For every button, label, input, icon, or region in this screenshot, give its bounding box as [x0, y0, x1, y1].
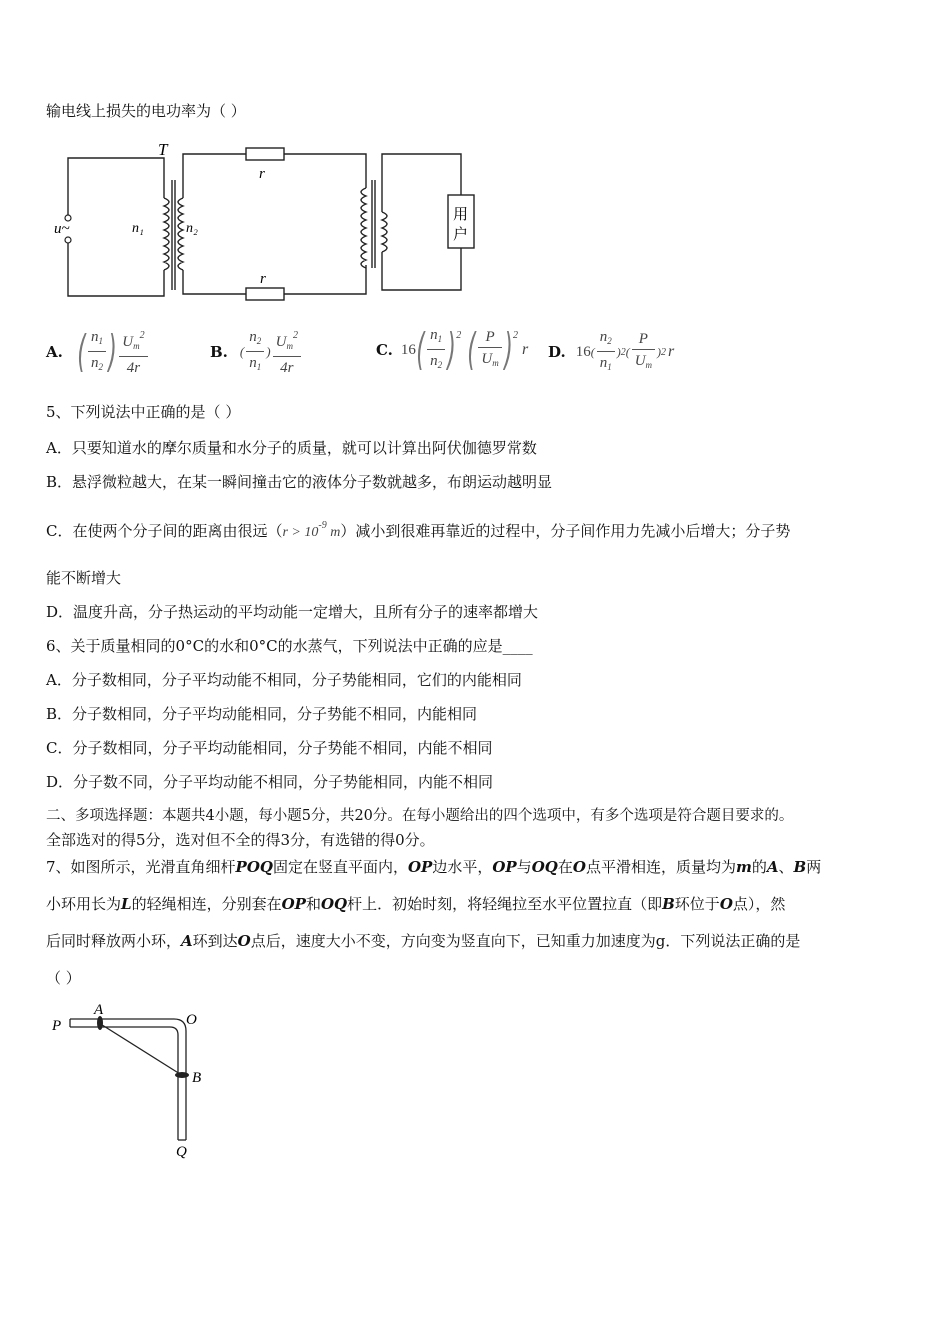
option-b-label: B. [210, 343, 228, 361]
option-a-label: A. [46, 343, 63, 361]
label-P: P [52, 1018, 62, 1034]
q7-line4: （ ） [46, 969, 81, 987]
q7-line2: 小环用长为L的轻绳相连，分别套在OP和OQ杆上．初始时刻，将轻绳拉至水平位置拉直（即B环位于O点），然 [46, 895, 786, 913]
label-Q: Q [176, 1144, 187, 1160]
transformer-circuit-diagram [46, 140, 476, 305]
q5-option-d[interactable]: D．温度升高，分子热运动的平均动能一定增大，且所有分子的速率都增大 [46, 603, 539, 621]
q6-option-d[interactable]: D．分子数不同，分子平均动能不相同，分子势能相同，内能不相同 [46, 773, 494, 791]
q6-stem: 6、关于质量相同的0°C的水和0°C的水蒸气，下列说法中正确的应是____ [46, 637, 533, 655]
label-load-1: 用 [453, 207, 469, 223]
label-r-bottom: r [260, 271, 266, 287]
q6-option-a[interactable]: A．分子数相同，分子平均动能不相同，分子势能相同，它们的内能相同 [46, 671, 522, 689]
q4-option-a[interactable]: A. ( $\frac{n_1}{n_2}$ ) $\frac{U_m^2}{4r}$ [46, 322, 150, 382]
q4-option-c[interactable]: C. 16 ( $\frac{n_1}{n_2}$ ) 2 ( $\frac{P}{U_m}$ ) 2 r [376, 324, 529, 375]
label-T: T [158, 140, 168, 159]
q5-option-c-cont: 能不断增大 [46, 569, 122, 587]
q5-option-a[interactable]: A．只要知道水的摩尔质量和水分子的质量，就可以计算出阿伏伽德罗常数 [46, 439, 537, 457]
label-u: u~ [54, 221, 70, 237]
rod-diagram [46, 1000, 226, 1165]
q5-option-b[interactable]: B．悬浮微粒越大，在某一瞬间撞击它的液体分子数就越多，布朗运动越明显 [46, 473, 553, 491]
q7-line1: 7、如图所示，光滑直角细杆POQ固定在竖直平面内，OP边水平，OP与OQ在O点平滑相连，质量均为m的A、B两 [46, 858, 822, 876]
option-c-label: C. [376, 341, 393, 359]
label-n2: n₂ [186, 221, 198, 236]
label-r-top: r [259, 166, 265, 182]
q6-option-c[interactable]: C．分子数相同，分子平均动能相同，分子势能不相同，内能不相同 [46, 739, 493, 757]
label-O: O [186, 1012, 197, 1028]
q4-option-d[interactable]: D. 16 ( $\frac{n_2}{n_1}$ ) 2 ( $\frac{P}{U_m}$ ) 2 r [548, 328, 675, 372]
section2-line2: 全部选对的得5分，选对但不全的得3分，有选错的得0分。 [46, 831, 435, 849]
label-load-2: 户 [453, 227, 469, 243]
q5-stem: 5、下列说法中正确的是（ ） [46, 403, 241, 421]
q4-stem-tail: 输电线上损失的电功率为（ ） [46, 102, 246, 120]
q6-option-b[interactable]: B．分子数相同，分子平均动能相同，分子势能不相同，内能相同 [46, 705, 478, 723]
section2-line1: 二、多项选择题：本题共4小题，每小题5分，共20分。在每小题给出的四个选项中，有多个选项是符合题目要求的。 [46, 808, 794, 824]
q7-line3: 后同时释放两小环，A环到达O点后，速度大小不变，方向变为竖直向下，已知重力加速度为g．下列说法正确的是 [46, 932, 801, 950]
q4-option-b[interactable]: B. ( $\frac{n_2}{n_1}$ ) $\frac{U_m^2}{4r}$ [210, 322, 303, 382]
q5-option-c[interactable]: C．在使两个分子间的距离由很远（$r > 10^{-9}$ m）减小到很难再靠近的过程中，分子间作用力先减小后增大；分子势 [46, 520, 791, 540]
label-A: A [94, 1002, 104, 1018]
option-d-label: D. [548, 343, 566, 361]
label-B: B [192, 1070, 202, 1086]
label-n1: n₁ [132, 221, 144, 236]
